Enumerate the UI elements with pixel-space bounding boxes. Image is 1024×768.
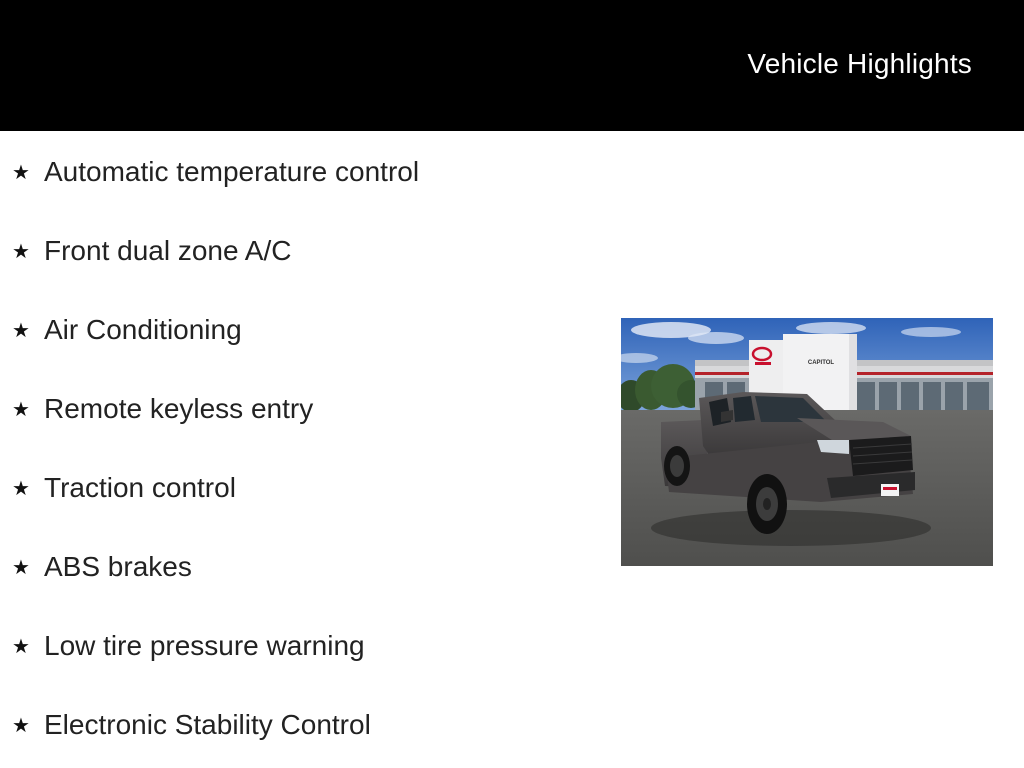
list-item bbox=[12, 231, 291, 271]
star-icon: ★ bbox=[12, 398, 30, 421]
feature-label: Front dual zone A/C bbox=[44, 235, 292, 266]
dealer-sign: CAPITOL bbox=[807, 360, 835, 366]
list-item bbox=[12, 547, 192, 587]
list-item bbox=[12, 705, 371, 745]
header-bar bbox=[0, 0, 1024, 131]
star-icon: ★ bbox=[12, 714, 30, 737]
list-item bbox=[12, 626, 365, 666]
feature-label: Remote keyless entry bbox=[44, 393, 314, 424]
feature-label: Automatic temperature control bbox=[44, 156, 420, 187]
feature-label: ABS brakes bbox=[44, 551, 192, 582]
star-icon: ★ bbox=[12, 319, 30, 342]
star-icon: ★ bbox=[12, 477, 30, 500]
list-item bbox=[12, 389, 313, 429]
star-icon: ★ bbox=[12, 161, 30, 184]
list-item bbox=[12, 152, 419, 192]
feature-label: Air Conditioning bbox=[44, 314, 242, 345]
star-icon: ★ bbox=[12, 556, 30, 579]
feature-label: Traction control bbox=[44, 472, 236, 503]
feature-label: Electronic Stability Control bbox=[44, 709, 371, 740]
list-item bbox=[12, 310, 242, 350]
star-icon: ★ bbox=[12, 635, 30, 658]
list-item bbox=[12, 468, 236, 508]
vehicle-photo bbox=[621, 318, 993, 566]
star-icon: ★ bbox=[12, 240, 30, 263]
feature-label: Low tire pressure warning bbox=[44, 630, 365, 661]
page-title: Vehicle Highlights bbox=[747, 48, 972, 79]
